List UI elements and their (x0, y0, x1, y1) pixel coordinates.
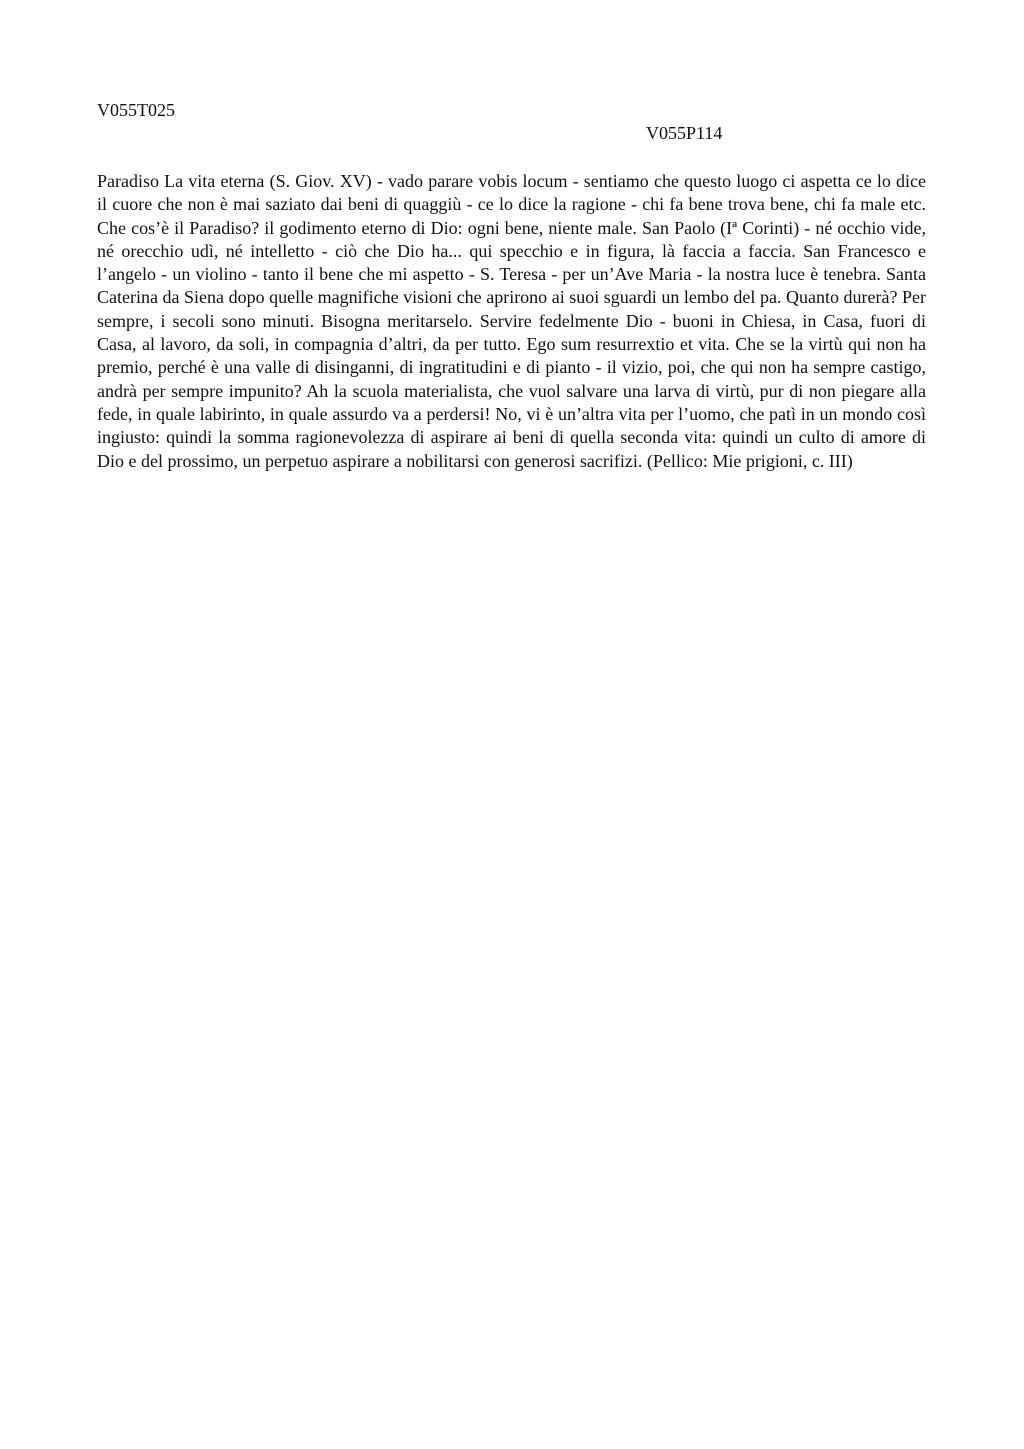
body-paragraph: Paradiso La vita eterna (S. Giov. XV) - vado parare vobis locum - sentiamo che questo luogo ci aspetta ce lo dice il cuore che non è mai saziato dai beni di quaggiù - ce lo dice la ragione - chi fa bene trova bene, chi fa male etc. Che cos’è il Paradiso? il godimento eterno di Dio: ogni bene, niente male. San Paolo (Iª Corinti) - né occhio vide, né orecchio udì, né intelletto - ciò che Dio ha... qui specchio e in figura, là faccia a faccia. San Francesco e l’angelo - un violino - tanto il bene che mi aspetto - S. Teresa - per un’Ave Maria - la nostra luce è tenebra. Santa Caterina da Siena dopo quelle magnifiche visioni che aprirono ai suoi sguardi un lembo del pa. Quanto durerà? Per sempre, i secoli sono minuti. Bisogna meritarselo. Servire fedelmente Dio - buoni in Chiesa, in Casa, fuori di Casa, al lavoro, da soli, in compagnia d’altri, da per tutto. Ego sum resurrextio et vita. Che se la virtù qui non ha premio, perché è una valle di disinganni, di ingratitudini e di pianto - il vizio, poi, che qui non ha sempre castigo, andrà per sempre impunito? Ah la scuola materialista, che vuol salvare una larva di virtù, pur di non piegare alla fede, in quale labirinto, in quale assurdo va a perdersi! No, vi è un’altra vita per l’uomo, che patì in un mondo così ingiusto: quindi la somma ragionevolezza di aspirare ai beni di quella seconda vita: quindi un culto di amore di Dio e del prossimo, un perpetuo aspirare a nobilitarsi con generosi sacrifizi. (Pellico: Mie prigioni, c. III) (97, 171, 926, 471)
volume-code: V055T025 (97, 100, 175, 120)
page-code: V055P114 (646, 123, 723, 143)
